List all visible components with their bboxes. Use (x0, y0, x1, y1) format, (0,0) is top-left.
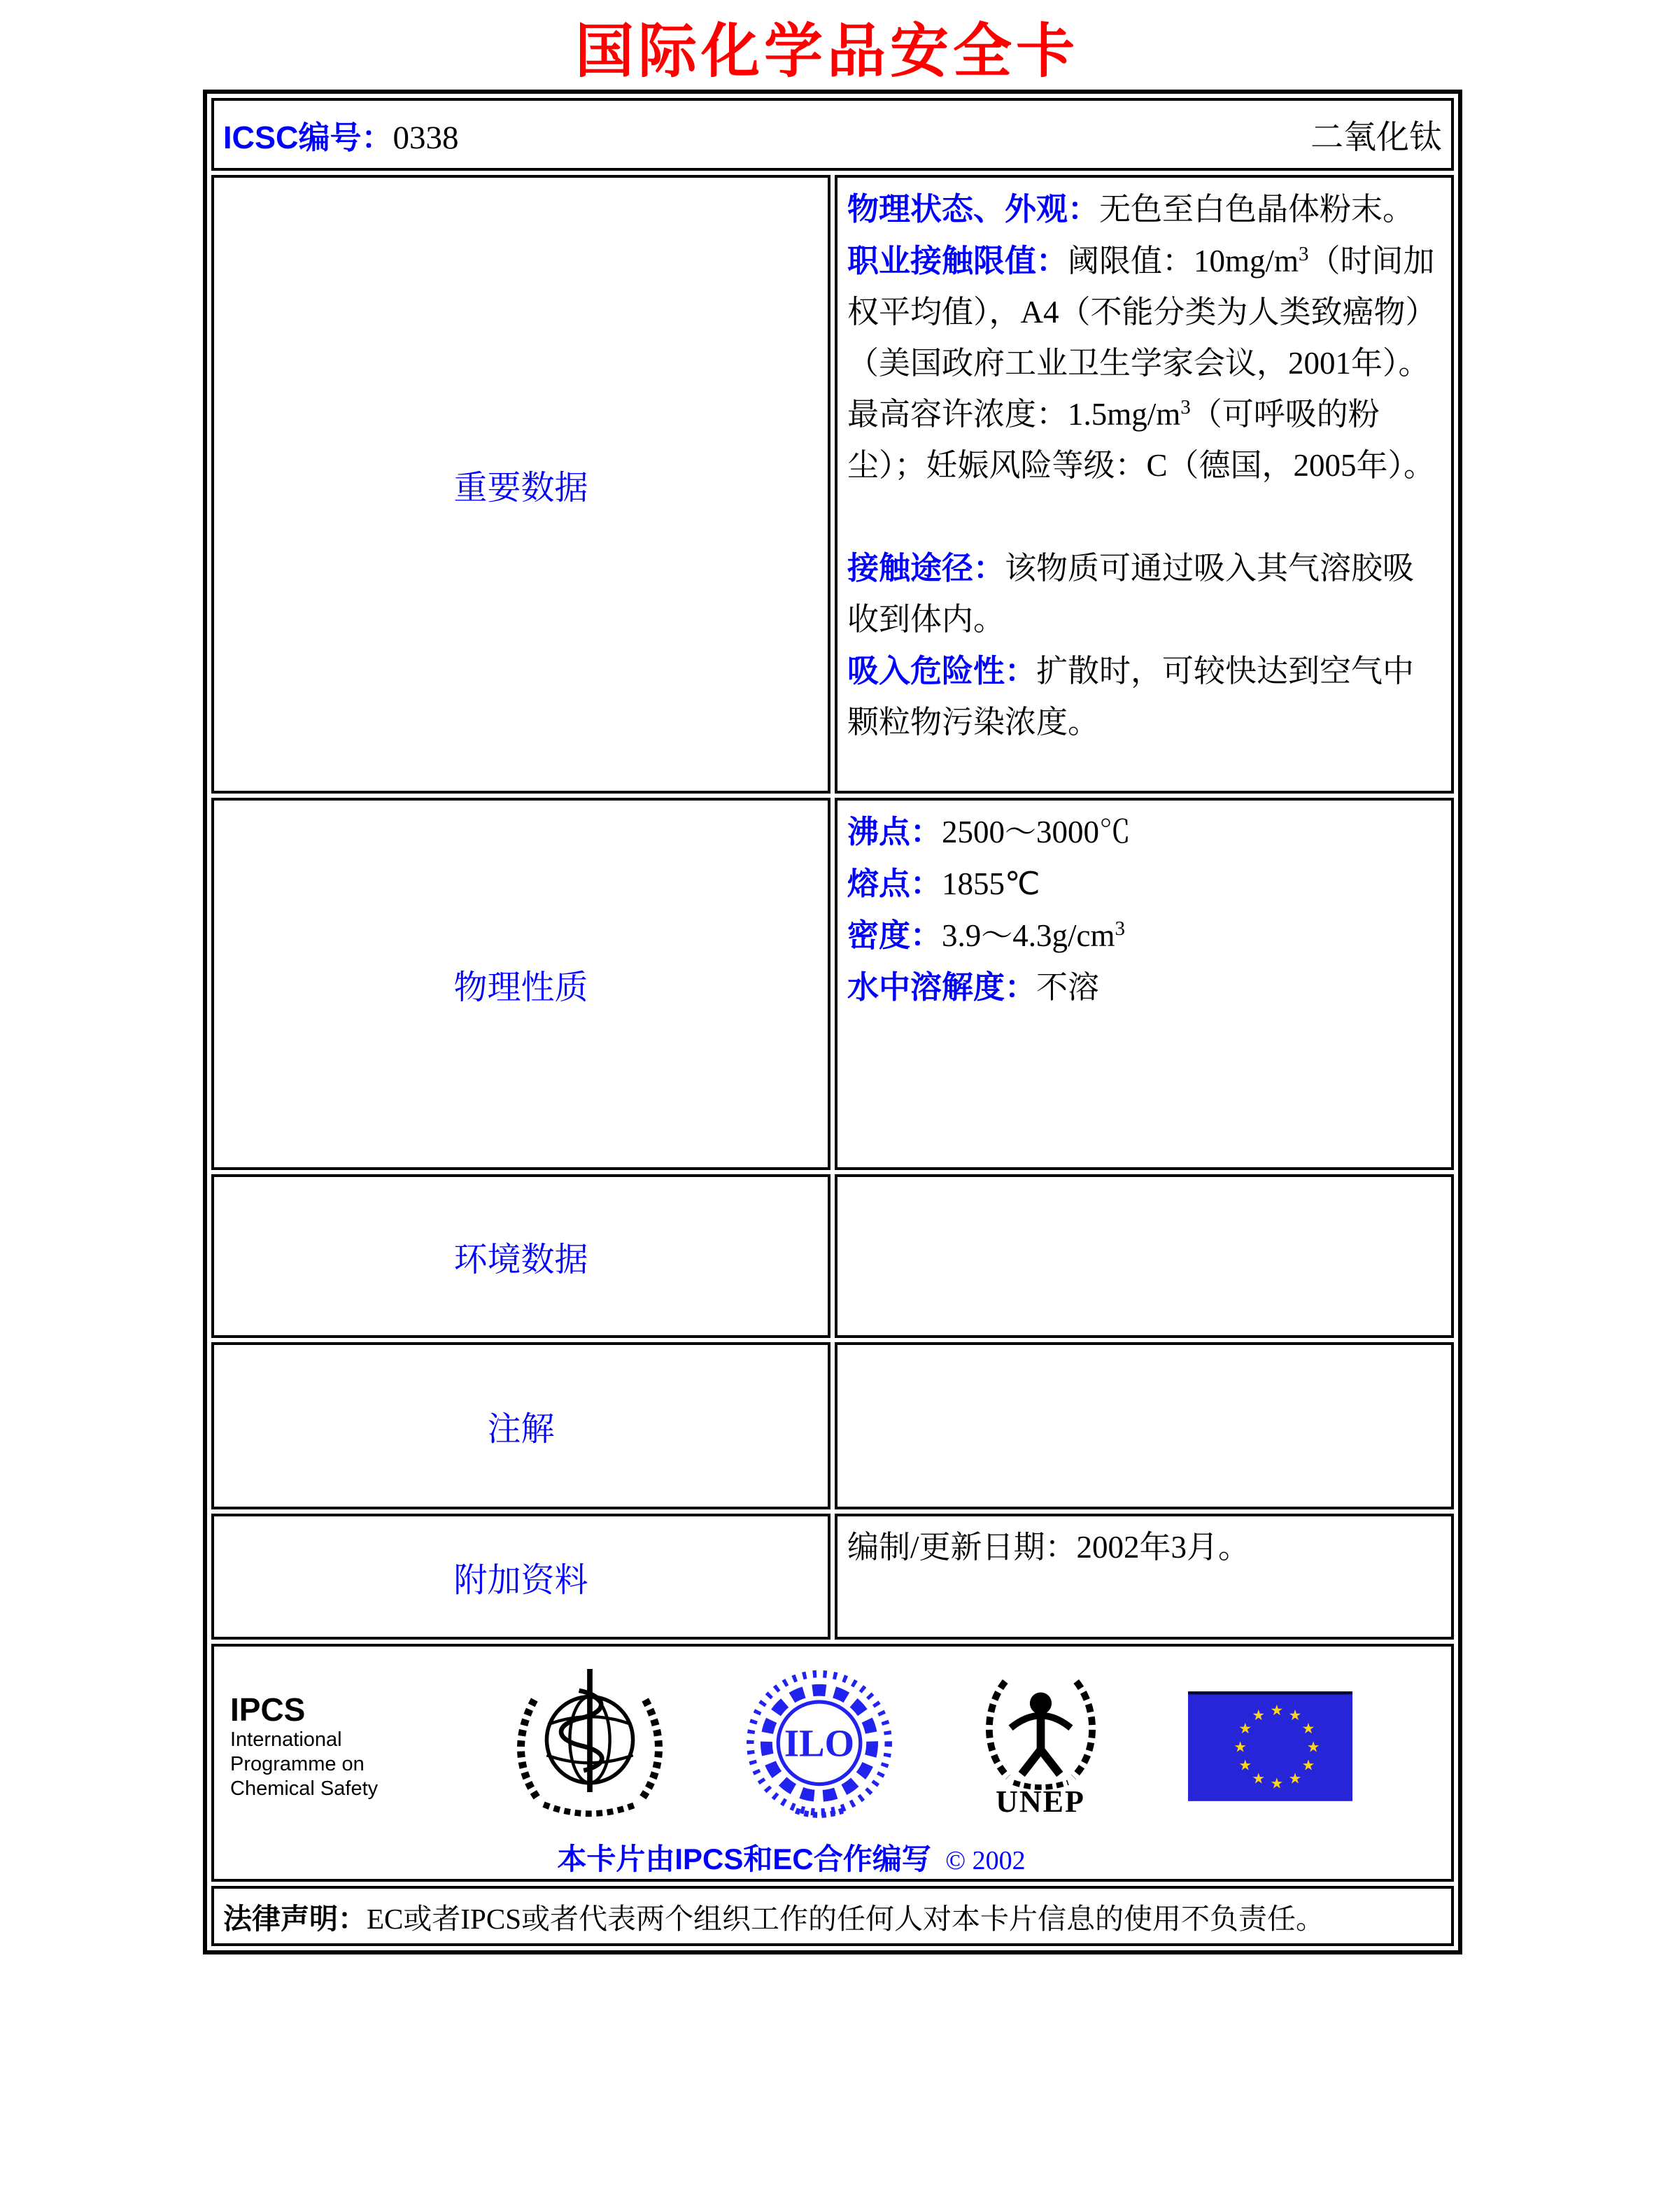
svg-text:★: ★ (1306, 1738, 1320, 1755)
section-content-physical-properties: 沸点：2500～3000℃ 熔点：1855℃ 密度：$3.9\sim 4.3g/cm^3$ 水中溶解度：不溶 (835, 798, 1454, 1170)
section-row-notes (211, 1342, 1454, 1509)
header-cell (211, 98, 1454, 171)
header-row (211, 98, 1454, 171)
section-label-environmental-data: 环境数据 (211, 1174, 830, 1338)
safety-card-table (203, 90, 1462, 1954)
who-logo-icon (513, 1665, 667, 1826)
page-title: 国际化学品安全卡 (574, 20, 1079, 85)
svg-text:★: ★ (1270, 1775, 1284, 1792)
ipcs-desc-line2: Programme on (230, 1752, 365, 1775)
logos-row (211, 1644, 1454, 1882)
section-label-notes: 注解 (211, 1342, 830, 1509)
svg-text:★: ★ (1270, 1701, 1284, 1719)
eu-flag-icon (1188, 1691, 1352, 1801)
unep-logo-box (973, 1673, 1109, 1819)
section-label-additional-information: 附加资料 (211, 1514, 830, 1640)
unep-caption: UNEP (996, 1784, 1085, 1819)
legal-label: 法律声明： (223, 1902, 367, 1935)
section-content-environmental-data (835, 1174, 1454, 1338)
ilo-logo-icon (746, 1668, 893, 1824)
svg-text:★: ★ (1238, 1756, 1252, 1773)
unep-logo-icon (973, 1673, 1109, 1792)
ipcs-block (230, 1691, 433, 1801)
section-row-environmental-data (211, 1174, 1454, 1338)
svg-text:★: ★ (1234, 1738, 1247, 1755)
legal-row (211, 1886, 1454, 1946)
ipcs-desc-line1: International (230, 1728, 342, 1751)
icsc-number-group (223, 112, 459, 157)
section-content-additional-information: 编制/更新日期：2002年3月。 (835, 1514, 1454, 1640)
icsc-number-label: ICSC编号： (223, 119, 393, 155)
svg-text:★: ★ (1288, 1770, 1302, 1787)
icsc-number-value: 0338 (393, 119, 459, 156)
ipcs-title: IPCS (230, 1691, 306, 1728)
svg-text:★: ★ (1252, 1706, 1266, 1724)
section-content-important-data: 物理状态、外观：无色至白色晶体粉末。 职业接触限值：阈限值：$10mg/m^3$（时间加权平均值），A4（不能分类为人类致癌物）（美国政府工业卫生学家会议，2001年）。最高容许浓度：$1.5mg/m^3$（可呼吸的粉尘）；妊娠风险等级：C（德国，2005年）。 接触途径：该物质可通过吸入其气溶胶吸收到体内。 吸入危险性：扩散时，可较快达到空气中颗粒物污染浓度。 (835, 175, 1454, 794)
credit-line (230, 1836, 1352, 1878)
section-row-important-data (211, 175, 1454, 794)
section-label-important-data: 重要数据 (211, 175, 830, 794)
section-row-physical-properties (211, 798, 1454, 1170)
section-content-notes (835, 1342, 1454, 1509)
svg-text:ILO: ILO (784, 1721, 855, 1765)
svg-text:★: ★ (1252, 1770, 1266, 1787)
logos-cell (211, 1644, 1454, 1882)
chemical-name: 二氧化钛 (1310, 119, 1442, 156)
ilo-logo-box (746, 1668, 893, 1824)
who-logo-box (513, 1665, 667, 1826)
ipcs-desc-line3: Chemical Safety (230, 1777, 379, 1800)
svg-text:★: ★ (1301, 1756, 1315, 1773)
legal-cell (211, 1886, 1454, 1946)
section-label-physical-properties: 物理性质 (211, 798, 830, 1170)
legal-text: EC或者IPCS或者代表两个组织工作的任何人对本卡片信息的使用不负责任。 (367, 1902, 1324, 1935)
section-row-additional-information (211, 1514, 1454, 1640)
svg-text:★: ★ (1238, 1719, 1252, 1737)
svg-text:★: ★ (1288, 1706, 1302, 1724)
copyright-text: © 2002 (945, 1846, 1026, 1875)
svg-text:★: ★ (1301, 1719, 1315, 1737)
credit-text: 本卡片由IPCS和EC合作编写 (557, 1843, 931, 1875)
eu-flag-box (1188, 1691, 1352, 1801)
